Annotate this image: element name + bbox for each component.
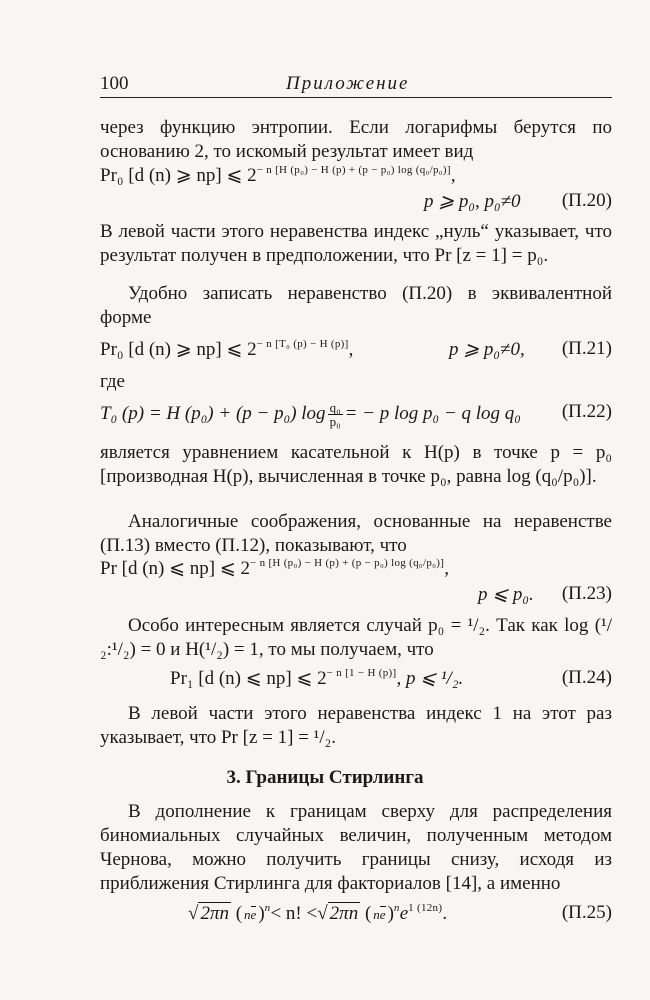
paren-close-1: ): [258, 903, 265, 924]
eq24-exponent: − n [1 − H (p)]: [326, 667, 397, 679]
paren-open-1: (: [230, 903, 243, 924]
equation-22: [100, 401, 521, 428]
eq25-fraction-1: [244, 908, 256, 921]
eq25-power-2: n: [393, 902, 400, 914]
eq25-frac2-den: e: [379, 907, 386, 923]
eq25-tail: e: [399, 903, 409, 924]
eq25-middle: < n! <: [270, 903, 318, 924]
eq25-power-1: n: [264, 902, 271, 914]
running-header: [100, 73, 612, 99]
equation-21: [100, 338, 353, 364]
paragraph-7: В левой части этого неравенства индекс 1 на этот раз указывает, что Pr [z = 1] = ¹/₂.: [100, 703, 612, 748]
eq20-exponent: − n [H (p₀) − H (p) + (p − p₀) log (q₀/p₀)]: [256, 164, 451, 176]
equation-23-main: [100, 557, 449, 583]
paragraph-6: Особо интересным является случай p₀ = ¹/₂. Так как log (¹/₂:¹/₂) = 0 и H(¹/₂) = 1, то мы получаем, что: [100, 615, 612, 660]
eq20-label: (П.20): [561, 190, 612, 211]
paragraph-4: является уравнением касательной к H(p) в точке p = p₀ [производная H(p), вычисленная в точке p₀, равна log (q₀/p₀)].: [100, 442, 612, 487]
eq25-sqrt-2: 2πn: [329, 903, 359, 924]
eq25-frac2-num: n: [373, 907, 380, 923]
paragraph-8: В дополнение к границам сверху для распределения биномиальных случайных величин, полученным методом Чернова, можно получить границы снизу, исходя из приближения Стирлинга для факториалов [14], а именно: [100, 801, 612, 894]
paren-close-2: ): [387, 903, 394, 924]
eq21-lhs: Pr₀ [d (n) ⩾ np] ⩽ 2: [100, 339, 257, 360]
paragraph-1: через функцию энтропии. Если логарифмы берутся по основанию 2, то искомый результат имеет вид: [100, 117, 612, 162]
equation-24: [170, 667, 463, 693]
sqrt-sign-1: √: [188, 903, 199, 924]
eq21-comma: ,: [348, 339, 354, 360]
eq22-label: (П.22): [561, 401, 612, 422]
sqrt-sign-2: √: [317, 903, 328, 924]
eq23-exponent: − n [H (p₀) − H (p) + (p − p₀) log (q₀/p₀)]: [250, 557, 445, 569]
eq21-label: (П.21): [561, 338, 612, 359]
paragraph-5: Аналогичные соображения, основанные на неравенстве (П.13) вместо (П.12), показывают, что: [100, 511, 612, 556]
page-number: 100: [100, 73, 129, 94]
eq22-lhs: T₀ (p) = H (p₀) + (p − p₀) log: [100, 402, 326, 424]
eq22-rhs: = − p log p₀ − q log q₀: [344, 402, 521, 424]
eq23-exp-comma: ,: [444, 558, 449, 579]
eq25-label: (П.25): [561, 902, 612, 923]
eq25-tail-exponent: 1 (12n): [408, 902, 443, 914]
paragraph-2: В левой части этого неравенства индекс „нуль“ указывает, что результат получен в предположении, что Pr [z = 1] = p₀.: [100, 221, 612, 266]
equation-21-condition: [449, 338, 525, 362]
eq22-frac-den: p₀: [329, 414, 341, 429]
eq25-frac1-den: e: [250, 907, 257, 923]
eq25-fraction-2: [373, 908, 385, 921]
equation-25: [188, 902, 447, 928]
header-rule: [100, 97, 612, 98]
eq20-exp-comma: ,: [450, 165, 456, 186]
eq25-end: .: [442, 903, 448, 924]
eq23-label: (П.23): [561, 583, 612, 604]
eq22-frac-num: q₀: [329, 400, 341, 415]
eq24-label: (П.24): [561, 667, 612, 688]
eq20-condition: p ⩾ p₀, p₀≠0: [424, 191, 521, 212]
paragraph-3: Удобно записать неравенство (П.20) в эквивалентной форме: [100, 283, 612, 328]
equation-20-condition: [424, 190, 521, 214]
running-title: Приложение: [286, 73, 410, 94]
paren-open-2: (: [360, 903, 372, 924]
where-word: где: [100, 371, 125, 392]
equation-20-main: [100, 164, 456, 190]
eq24-lhs: Pr₁ [d (n) ⩽ np] ⩽ 2: [170, 668, 327, 689]
eq24-condition: , p ⩽ ¹/₂.: [396, 668, 464, 689]
eq21-exponent: − n [T₀ (p) − H (p)]: [256, 338, 349, 350]
eq22-fraction: [328, 401, 343, 428]
eq23-condition: p ⩽ p₀.: [478, 584, 534, 605]
eq20-lhs: Pr₀ [d (n) ⩾ np] ⩽ 2: [100, 165, 257, 186]
eq23-lhs: Pr [d (n) ⩽ np] ⩽ 2: [100, 558, 251, 579]
eq25-sqrt-1: 2πn: [200, 903, 229, 924]
eq25-frac1-num: n: [244, 907, 251, 923]
equation-23-condition: [478, 583, 534, 607]
eq21-condition: p ⩾ p₀≠0,: [449, 339, 525, 360]
section-heading: 3. Границы Стирлинга: [226, 767, 424, 788]
